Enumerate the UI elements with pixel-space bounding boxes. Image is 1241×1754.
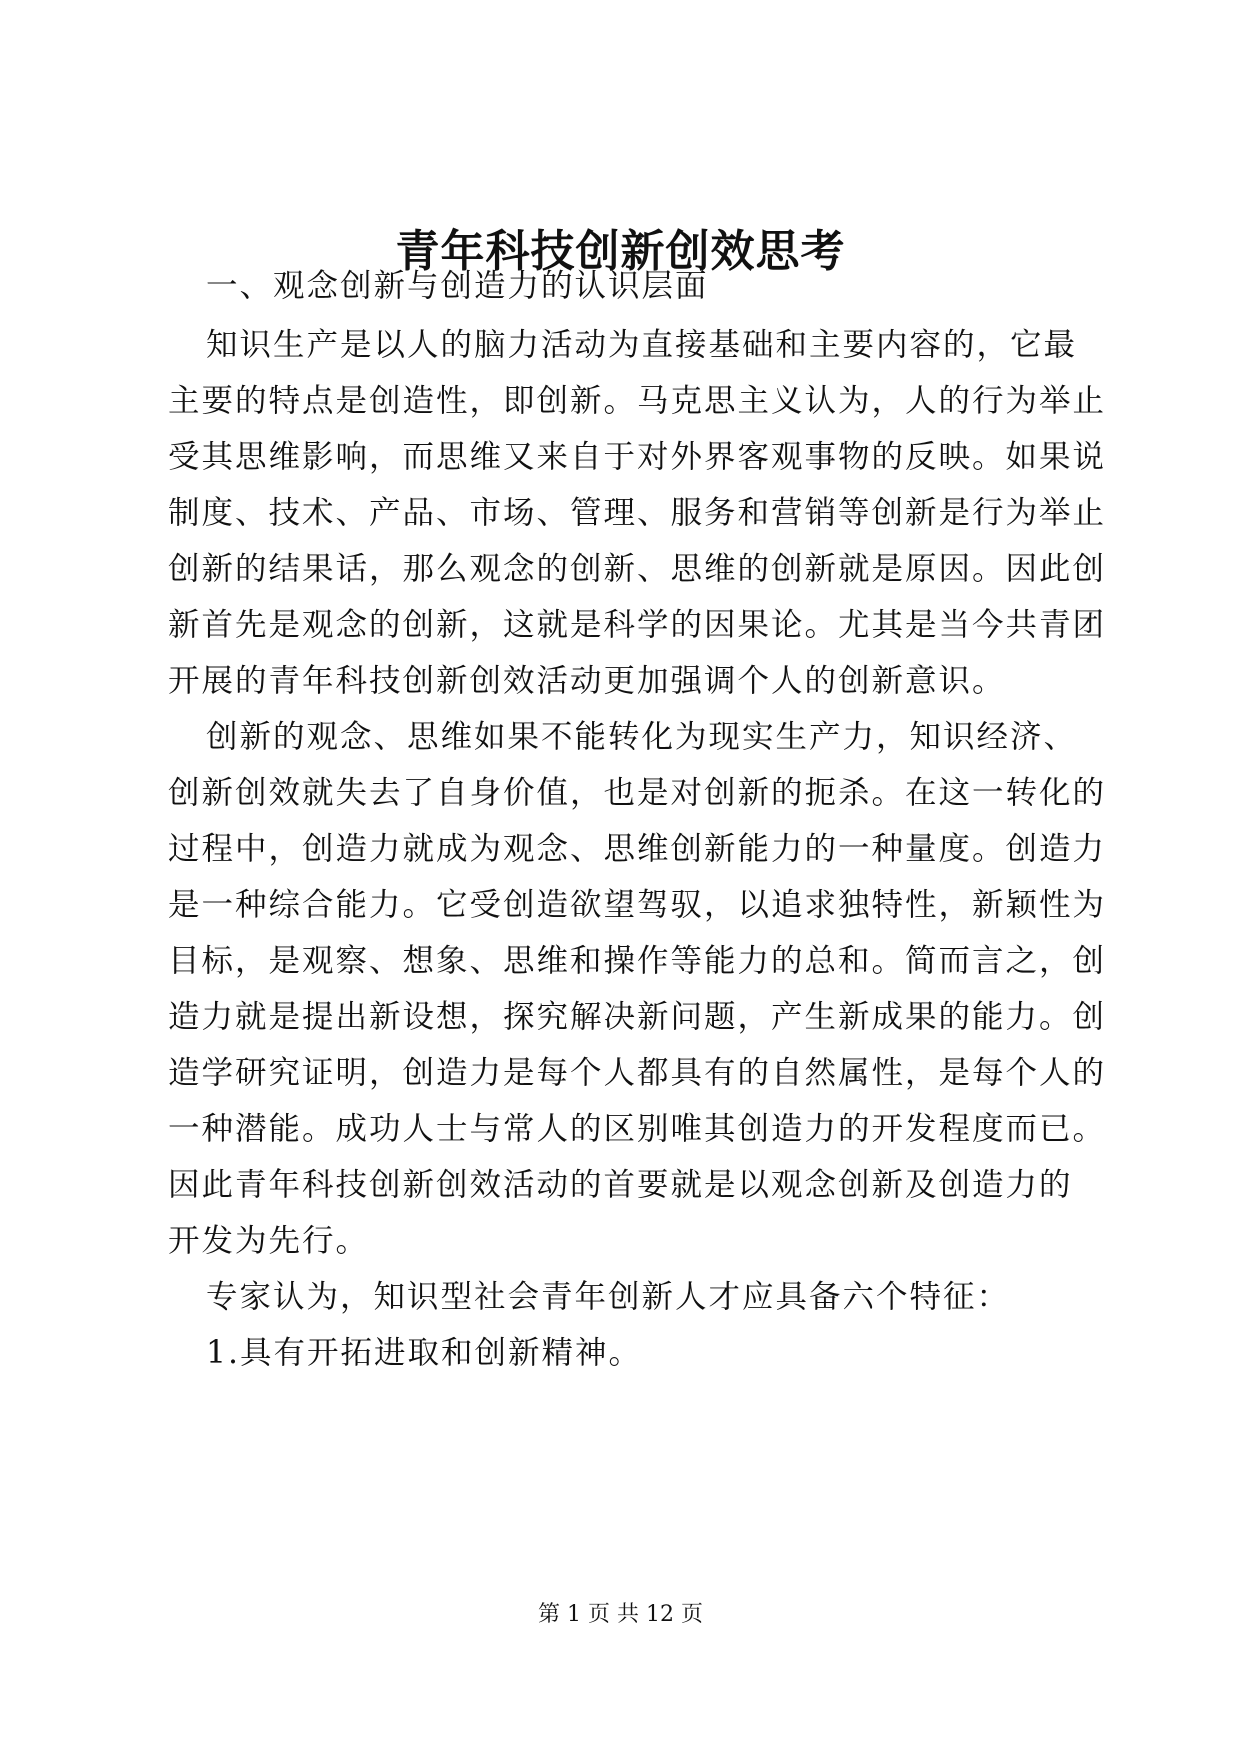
paragraph-line: 开发为先行。 bbox=[168, 1223, 370, 1259]
section-heading: 一、观念创新与创造力的认识层面 bbox=[206, 268, 709, 304]
paragraph-line: 是一种综合能力。它受创造欲望驾驭，以追求独特性，新颖性为 bbox=[168, 887, 1107, 923]
paragraph-line: 创新创效就失去了自身价值，也是对创新的扼杀。在这一转化的 bbox=[168, 775, 1107, 811]
paragraph-line: 主要的特点是创造性，即创新。马克思主义认为，人的行为举止 bbox=[168, 383, 1107, 419]
paragraph-line: 造学研究证明，创造力是每个人都具有的自然属性，是每个人的 bbox=[168, 1055, 1107, 1091]
list-item: 1.具有开拓进取和创新精神。 bbox=[206, 1335, 643, 1371]
document-title: 青年科技创新创效思考 bbox=[395, 226, 846, 277]
paragraph-line: 知识生产是以人的脑力活动为直接基础和主要内容的，它最 bbox=[206, 327, 1078, 363]
paragraph-line: 创新的观念、思维如果不能转化为现实生产力，知识经济、 bbox=[206, 719, 1078, 755]
paragraph-line: 目标，是观察、想象、思维和操作等能力的总和。简而言之，创 bbox=[168, 943, 1107, 979]
paragraph-line: 新首先是观念的创新，这就是科学的因果论。尤其是当今共青团 bbox=[168, 607, 1107, 643]
paragraph-line: 因此青年科技创新创效活动的首要就是以观念创新及创造力的 bbox=[168, 1167, 1073, 1203]
paragraph-line: 造力就是提出新设想，探究解决新问题，产生新成果的能力。创 bbox=[168, 999, 1107, 1035]
page-number-footer: 第 1 页 共 12 页 bbox=[538, 1602, 703, 1627]
paragraph-line: 开展的青年科技创新创效活动更加强调个人的创新意识。 bbox=[168, 663, 1006, 699]
paragraph-line: 过程中，创造力就成为观念、思维创新能力的一种量度。创造力 bbox=[168, 831, 1107, 867]
paragraph-line: 一种潜能。成功人士与常人的区别唯其创造力的开发程度而已。 bbox=[168, 1111, 1107, 1147]
paragraph-line: 创新的结果话，那么观念的创新、思维的创新就是原因。因此创 bbox=[168, 551, 1107, 587]
paragraph-line: 受其思维影响，而思维又来自于对外界客观事物的反映。如果说 bbox=[168, 439, 1107, 475]
paragraph-line: 专家认为，知识型社会青年创新人才应具备六个特征： bbox=[206, 1279, 1011, 1315]
paragraph-line: 制度、技术、产品、市场、管理、服务和营销等创新是行为举止 bbox=[168, 495, 1107, 531]
